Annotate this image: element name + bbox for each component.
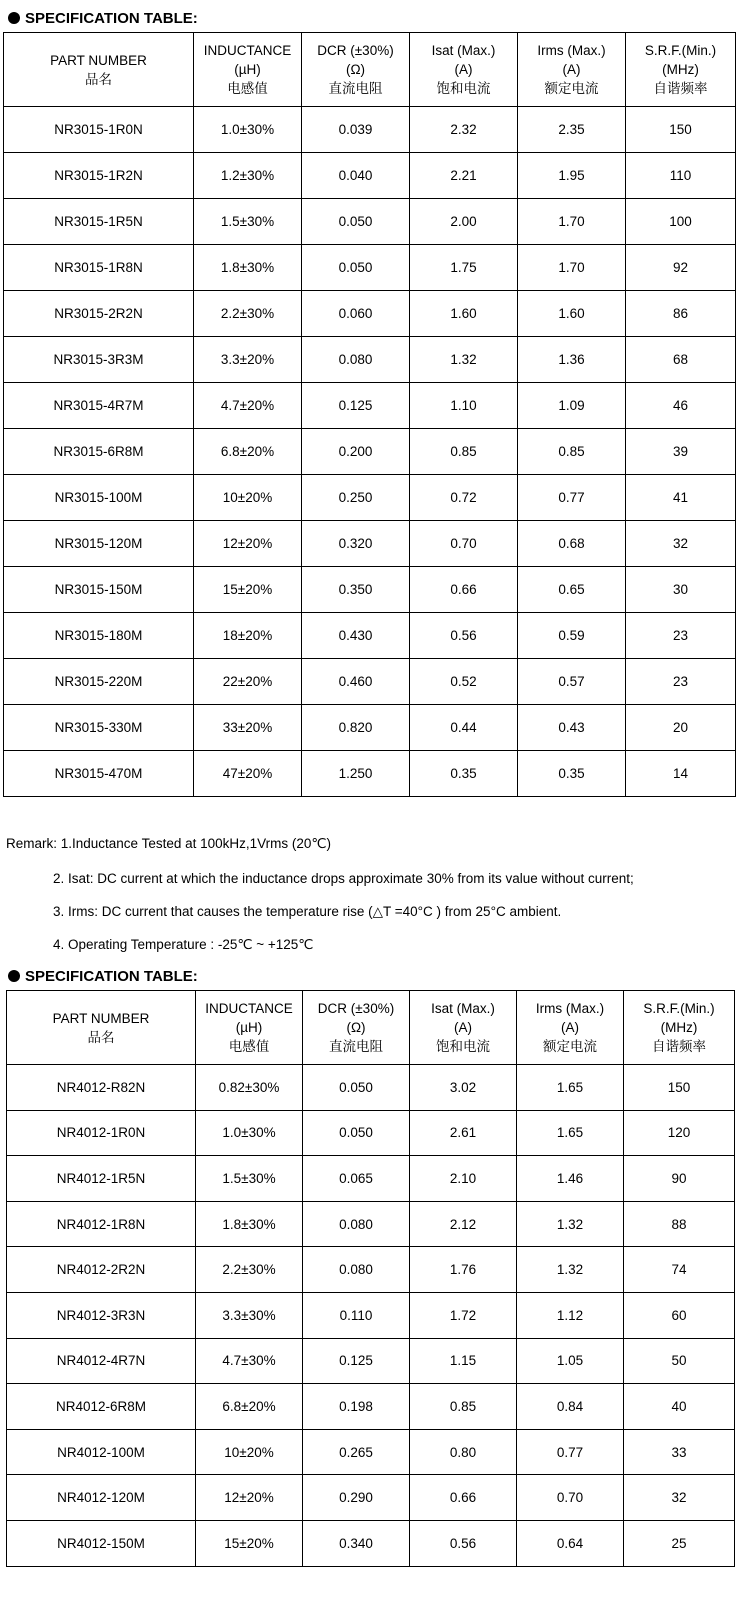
section-title-text: SPECIFICATION TABLE:	[25, 9, 198, 27]
section-title	[8, 966, 198, 986]
cell-inductance: 2.2±30%	[194, 291, 302, 337]
cell-isat: 0.44	[410, 705, 518, 751]
cell-dcr: 0.050	[302, 245, 410, 291]
cell-inductance: 47±20%	[194, 751, 302, 797]
table-header-row	[4, 33, 736, 107]
cell-srf: 30	[626, 567, 736, 613]
cell-irms: 0.85	[518, 429, 626, 475]
cell-irms: 0.64	[517, 1520, 624, 1566]
column-header-line: Irms (Max.)	[535, 1001, 605, 1016]
cell-dcr: 0.290	[303, 1475, 410, 1521]
cell-part-number: NR4012-150M	[7, 1520, 196, 1566]
cell-srf: 150	[624, 1065, 735, 1111]
cell-part-number: NR4012-6R8M	[7, 1384, 196, 1430]
cell-srf: 32	[626, 521, 736, 567]
table-row	[7, 1292, 735, 1338]
cell-part-number: NR3015-4R7M	[4, 383, 194, 429]
cell-inductance: 22±20%	[194, 659, 302, 705]
cell-dcr: 0.250	[302, 475, 410, 521]
column-header-line: DCR (±30%)	[317, 1001, 395, 1016]
cell-isat: 0.80	[410, 1429, 517, 1475]
cell-inductance: 12±20%	[194, 521, 302, 567]
column-header-line: (µH)	[234, 62, 261, 77]
cell-isat: 0.56	[410, 613, 518, 659]
cell-srf: 68	[626, 337, 736, 383]
cell-irms: 1.95	[518, 153, 626, 199]
column-header-line: 饱和电流	[436, 81, 491, 96]
cell-inductance: 12±20%	[196, 1475, 303, 1521]
column-header-line: 额定电流	[544, 81, 599, 96]
bullet-icon	[8, 970, 20, 982]
column-header-irms	[518, 33, 626, 107]
cell-inductance: 10±20%	[196, 1429, 303, 1475]
cell-dcr: 0.320	[302, 521, 410, 567]
table-row	[4, 383, 736, 429]
table-row	[7, 1429, 735, 1475]
cell-irms: 1.12	[517, 1292, 624, 1338]
column-header-line: 品名	[87, 1029, 115, 1045]
remark-line-3: 3. Irms: DC current that causes the temperature rise (△T =40°C ) from 25°C ambient.	[53, 904, 562, 919]
cell-part-number: NR3015-1R2N	[4, 153, 194, 199]
cell-dcr: 1.250	[302, 751, 410, 797]
cell-srf: 60	[624, 1292, 735, 1338]
cell-srf: 25	[624, 1520, 735, 1566]
cell-isat: 1.32	[410, 337, 518, 383]
cell-inductance: 2.2±30%	[196, 1247, 303, 1293]
cell-irms: 0.65	[518, 567, 626, 613]
column-header-isat	[410, 33, 518, 107]
column-header-irms	[517, 991, 624, 1065]
cell-isat: 0.35	[410, 751, 518, 797]
remark-line-2: 2. Isat: DC current at which the inductance drops approximate 30% from its value without current;	[53, 871, 634, 886]
column-header-line: Isat (Max.)	[431, 43, 496, 58]
cell-part-number: NR3015-220M	[4, 659, 194, 705]
cell-inductance: 1.0±30%	[196, 1110, 303, 1156]
cell-part-number: NR3015-1R5N	[4, 199, 194, 245]
cell-inductance: 1.8±30%	[196, 1201, 303, 1247]
cell-srf: 23	[626, 659, 736, 705]
cell-srf: 32	[624, 1475, 735, 1521]
cell-inductance: 1.5±30%	[194, 199, 302, 245]
cell-isat: 1.15	[410, 1338, 517, 1384]
cell-dcr: 0.340	[303, 1520, 410, 1566]
cell-inductance: 4.7±30%	[196, 1338, 303, 1384]
column-header-line: (A)	[561, 1020, 579, 1035]
cell-dcr: 0.039	[302, 107, 410, 153]
cell-inductance: 0.82±30%	[196, 1065, 303, 1111]
cell-part-number: NR4012-1R8N	[7, 1201, 196, 1247]
table-row	[7, 1065, 735, 1111]
cell-inductance: 1.8±30%	[194, 245, 302, 291]
table-row	[4, 751, 736, 797]
cell-part-number: NR3015-1R8N	[4, 245, 194, 291]
cell-isat: 2.21	[410, 153, 518, 199]
cell-irms: 0.35	[518, 751, 626, 797]
cell-srf: 46	[626, 383, 736, 429]
cell-irms: 0.77	[517, 1429, 624, 1475]
cell-srf: 50	[624, 1338, 735, 1384]
spec-table-nr3015	[3, 32, 736, 797]
table-row	[7, 1110, 735, 1156]
cell-part-number: NR4012-1R5N	[7, 1156, 196, 1202]
cell-part-number: NR4012-1R0N	[7, 1110, 196, 1156]
cell-irms: 1.46	[517, 1156, 624, 1202]
cell-dcr: 0.350	[302, 567, 410, 613]
cell-srf: 20	[626, 705, 736, 751]
cell-srf: 90	[624, 1156, 735, 1202]
table-row	[7, 1338, 735, 1384]
cell-isat: 0.56	[410, 1520, 517, 1566]
column-header-line: (MHz)	[662, 62, 699, 77]
column-header-line: (A)	[454, 1020, 472, 1035]
cell-irms: 0.57	[518, 659, 626, 705]
column-header-line: (Ω)	[345, 62, 366, 77]
cell-isat: 0.85	[410, 429, 518, 475]
column-header-line: 饱和电流	[436, 1039, 490, 1054]
cell-dcr: 0.050	[302, 199, 410, 245]
table-row	[4, 613, 736, 659]
cell-dcr: 0.265	[303, 1429, 410, 1475]
cell-part-number: NR3015-6R8M	[4, 429, 194, 475]
cell-srf: 110	[626, 153, 736, 199]
table-row	[7, 1156, 735, 1202]
cell-srf: 86	[626, 291, 736, 337]
cell-isat: 2.00	[410, 199, 518, 245]
cell-part-number: NR3015-1R0N	[4, 107, 194, 153]
cell-dcr: 0.820	[302, 705, 410, 751]
cell-irms: 0.77	[518, 475, 626, 521]
cell-part-number: NR3015-2R2N	[4, 291, 194, 337]
cell-irms: 1.32	[517, 1201, 624, 1247]
cell-irms: 1.70	[518, 245, 626, 291]
table-row	[4, 245, 736, 291]
column-header-line: (A)	[562, 62, 581, 77]
cell-dcr: 0.200	[302, 429, 410, 475]
column-header-line: (MHz)	[660, 1020, 698, 1035]
table-row	[4, 705, 736, 751]
cell-isat: 2.10	[410, 1156, 517, 1202]
cell-inductance: 6.8±20%	[196, 1384, 303, 1430]
table-row	[4, 153, 736, 199]
column-header-line: (Ω)	[346, 1020, 366, 1035]
cell-part-number: NR4012-100M	[7, 1429, 196, 1475]
cell-inductance: 3.3±30%	[196, 1292, 303, 1338]
column-header-srf	[624, 991, 735, 1065]
column-header-line: DCR (±30%)	[317, 43, 394, 58]
cell-part-number: NR4012-3R3N	[7, 1292, 196, 1338]
cell-dcr: 0.125	[302, 383, 410, 429]
cell-srf: 74	[624, 1247, 735, 1293]
cell-srf: 100	[626, 199, 736, 245]
cell-inductance: 1.5±30%	[196, 1156, 303, 1202]
cell-inductance: 15±20%	[194, 567, 302, 613]
cell-dcr: 0.060	[302, 291, 410, 337]
cell-isat: 1.76	[410, 1247, 517, 1293]
section-title-text: SPECIFICATION TABLE:	[25, 967, 198, 985]
cell-part-number: NR4012-120M	[7, 1475, 196, 1521]
column-header-line: PART NUMBER	[52, 1010, 150, 1026]
cell-srf: 39	[626, 429, 736, 475]
cell-part-number: NR4012-4R7N	[7, 1338, 196, 1384]
column-header-line: (µH)	[235, 1020, 263, 1035]
cell-inductance: 18±20%	[194, 613, 302, 659]
cell-part-number: NR4012-2R2N	[7, 1247, 196, 1293]
cell-isat: 0.70	[410, 521, 518, 567]
cell-srf: 150	[626, 107, 736, 153]
cell-irms: 0.59	[518, 613, 626, 659]
cell-part-number: NR3015-180M	[4, 613, 194, 659]
cell-inductance: 4.7±20%	[194, 383, 302, 429]
cell-irms: 0.68	[518, 521, 626, 567]
table-row	[7, 1475, 735, 1521]
cell-irms: 1.70	[518, 199, 626, 245]
cell-isat: 2.12	[410, 1201, 517, 1247]
cell-part-number: NR3015-100M	[4, 475, 194, 521]
cell-irms: 1.65	[517, 1065, 624, 1111]
cell-inductance: 6.8±20%	[194, 429, 302, 475]
cell-srf: 14	[626, 751, 736, 797]
cell-srf: 23	[626, 613, 736, 659]
remark-line-4: 4. Operating Temperature : -25℃ ~ +125℃	[53, 937, 314, 952]
cell-irms: 2.35	[518, 107, 626, 153]
cell-isat: 2.61	[410, 1110, 517, 1156]
column-header-line: 直流电阻	[328, 81, 383, 96]
table-row	[4, 337, 736, 383]
table-header-row	[7, 991, 735, 1065]
remark-line-1: Remark: 1.Inductance Tested at 100kHz,1Vrms (20℃)	[6, 836, 332, 851]
cell-isat: 0.52	[410, 659, 518, 705]
table-row	[7, 1247, 735, 1293]
cell-irms: 1.09	[518, 383, 626, 429]
cell-part-number: NR3015-3R3M	[4, 337, 194, 383]
column-header-part-number	[7, 991, 196, 1065]
cell-irms: 1.36	[518, 337, 626, 383]
cell-dcr: 0.460	[302, 659, 410, 705]
column-header-line: 自谐频率	[652, 1039, 706, 1054]
cell-part-number: NR4012-R82N	[7, 1065, 196, 1111]
cell-irms: 1.32	[517, 1247, 624, 1293]
cell-dcr: 0.110	[303, 1292, 410, 1338]
cell-isat: 0.85	[410, 1384, 517, 1430]
cell-part-number: NR3015-470M	[4, 751, 194, 797]
table-row	[7, 1201, 735, 1247]
cell-dcr: 0.040	[302, 153, 410, 199]
cell-srf: 120	[624, 1110, 735, 1156]
cell-dcr: 0.050	[303, 1110, 410, 1156]
column-header-line: INDUCTANCE	[205, 1001, 293, 1016]
cell-isat: 0.66	[410, 1475, 517, 1521]
column-header-line: S.R.F.(Min.)	[644, 43, 717, 58]
cell-inductance: 33±20%	[194, 705, 302, 751]
cell-dcr: 0.065	[303, 1156, 410, 1202]
cell-dcr: 0.080	[302, 337, 410, 383]
cell-isat: 1.60	[410, 291, 518, 337]
column-header-inductance	[196, 991, 303, 1065]
table-row	[4, 429, 736, 475]
column-header-line: 自谐频率	[653, 81, 708, 96]
cell-isat: 1.75	[410, 245, 518, 291]
column-header-inductance	[194, 33, 302, 107]
column-header-isat	[410, 991, 517, 1065]
table-row	[4, 199, 736, 245]
cell-part-number: NR3015-150M	[4, 567, 194, 613]
cell-inductance: 1.2±30%	[194, 153, 302, 199]
cell-dcr: 0.125	[303, 1338, 410, 1384]
cell-irms: 0.43	[518, 705, 626, 751]
cell-srf: 41	[626, 475, 736, 521]
table-row	[4, 107, 736, 153]
spec-table-nr4012	[6, 990, 735, 1567]
column-header-line: INDUCTANCE	[203, 43, 292, 58]
table-row	[4, 521, 736, 567]
cell-srf: 92	[626, 245, 736, 291]
cell-isat: 0.66	[410, 567, 518, 613]
column-header-line: 直流电阻	[329, 1039, 383, 1054]
column-header-srf	[626, 33, 736, 107]
column-header-line: Isat (Max.)	[431, 1001, 495, 1016]
cell-irms: 0.70	[517, 1475, 624, 1521]
column-header-dcr	[302, 33, 410, 107]
cell-dcr: 0.430	[302, 613, 410, 659]
column-header-line: S.R.F.(Min.)	[643, 1001, 715, 1016]
column-header-line: 电感值	[228, 1039, 270, 1054]
column-header-line: 额定电流	[543, 1039, 597, 1054]
column-header-line: (A)	[454, 62, 473, 77]
cell-isat: 3.02	[410, 1065, 517, 1111]
table-row	[4, 291, 736, 337]
column-header-part-number	[4, 33, 194, 107]
table-row	[4, 567, 736, 613]
cell-srf: 88	[624, 1201, 735, 1247]
cell-irms: 0.84	[517, 1384, 624, 1430]
cell-inductance: 15±20%	[196, 1520, 303, 1566]
cell-inductance: 1.0±30%	[194, 107, 302, 153]
column-header-dcr	[303, 991, 410, 1065]
cell-isat: 0.72	[410, 475, 518, 521]
cell-dcr: 0.080	[303, 1201, 410, 1247]
cell-srf: 40	[624, 1384, 735, 1430]
cell-inductance: 10±20%	[194, 475, 302, 521]
cell-inductance: 3.3±20%	[194, 337, 302, 383]
column-header-line: PART NUMBER	[50, 52, 147, 68]
cell-irms: 1.60	[518, 291, 626, 337]
cell-irms: 1.65	[517, 1110, 624, 1156]
table-row	[4, 659, 736, 705]
cell-dcr: 0.198	[303, 1384, 410, 1430]
section-title	[8, 8, 198, 28]
table-row	[4, 475, 736, 521]
column-header-line: 电感值	[227, 81, 268, 96]
cell-dcr: 0.050	[303, 1065, 410, 1111]
bullet-icon	[8, 12, 20, 24]
table-row	[7, 1520, 735, 1566]
cell-srf: 33	[624, 1429, 735, 1475]
cell-isat: 2.32	[410, 107, 518, 153]
cell-irms: 1.05	[517, 1338, 624, 1384]
cell-dcr: 0.080	[303, 1247, 410, 1293]
column-header-line: 品名	[85, 71, 112, 87]
table-row	[7, 1384, 735, 1430]
cell-isat: 1.72	[410, 1292, 517, 1338]
cell-part-number: NR3015-120M	[4, 521, 194, 567]
cell-part-number: NR3015-330M	[4, 705, 194, 751]
column-header-line: Irms (Max.)	[537, 43, 606, 58]
cell-isat: 1.10	[410, 383, 518, 429]
